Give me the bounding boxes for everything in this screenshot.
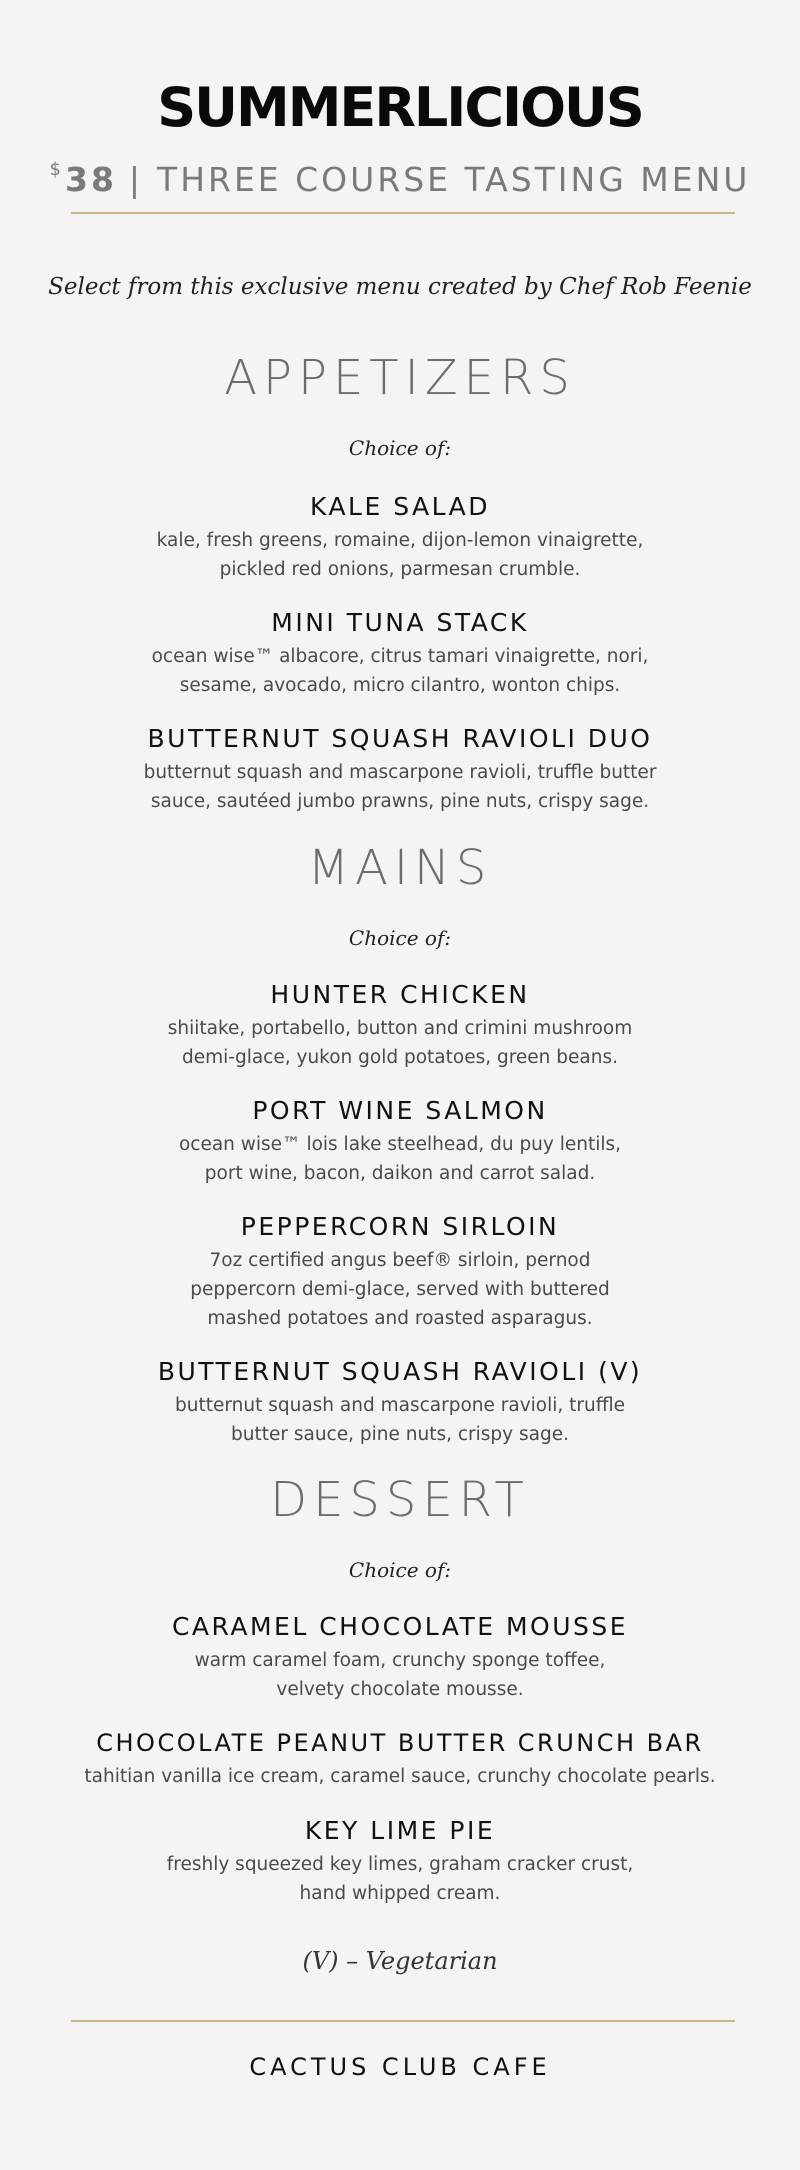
item-description bbox=[0, 758, 800, 816]
item-description-line: ocean wise™ albacore, citrus tamari vinaigrette, nori, bbox=[151, 646, 649, 667]
item-description-line: butternut squash and mascarpone ravioli, truffle bbox=[175, 1395, 625, 1416]
menu-item bbox=[0, 1094, 800, 1188]
item-name: HUNTER CHICKEN bbox=[270, 980, 530, 1009]
menu-item bbox=[0, 978, 800, 1072]
item-description-line: ocean wise™ lois lake steelhead, du puy lentils, bbox=[178, 1134, 622, 1155]
item-name: BUTTERNUT SQUASH RAVIOLI (V) bbox=[157, 1357, 643, 1386]
item-name: KALE SALAD bbox=[309, 492, 491, 521]
item-description-line: sesame, avocado, micro cilantro, wonton chips. bbox=[179, 675, 621, 696]
header-divider bbox=[71, 212, 735, 214]
item-description bbox=[0, 1762, 800, 1791]
item-description-line: 7oz certified angus beef® sirloin, pernod bbox=[209, 1250, 591, 1271]
item-description bbox=[0, 1391, 800, 1449]
menu-item bbox=[0, 1355, 800, 1449]
menu-item bbox=[0, 1814, 800, 1908]
menu-item bbox=[0, 1610, 800, 1704]
item-description-line: velvety chocolate mousse. bbox=[276, 1679, 524, 1700]
item-name: CHOCOLATE PEANUT BUTTER CRUNCH BAR bbox=[96, 1729, 704, 1757]
choice-label-mains: Choice of: bbox=[348, 926, 452, 950]
item-description bbox=[0, 642, 800, 700]
item-name: PEPPERCORN SIRLOIN bbox=[240, 1212, 560, 1241]
item-description-line: butternut squash and mascarpone ravioli, truffle butter bbox=[143, 762, 657, 783]
menu-item bbox=[0, 1726, 800, 1791]
item-description-line: warm caramel foam, crunchy sponge toffee, bbox=[194, 1650, 606, 1671]
item-description-line: freshly squeezed key limes, graham cracker crust, bbox=[166, 1854, 634, 1875]
item-name: CARAMEL CHOCOLATE MOUSSE bbox=[171, 1612, 629, 1641]
price-amount: 38 bbox=[64, 160, 117, 199]
footer-divider bbox=[71, 2020, 735, 2022]
item-description bbox=[0, 1646, 800, 1704]
item-description bbox=[0, 1246, 800, 1333]
item-description-line: mashed potatoes and roasted asparagus. bbox=[207, 1308, 593, 1329]
item-description-line: kale, fresh greens, romaine, dijon-lemon vinaigrette, bbox=[156, 530, 644, 551]
item-description bbox=[0, 1850, 800, 1908]
price-line bbox=[0, 148, 800, 202]
menu-subtitle: THREE COURSE TASTING MENU bbox=[157, 160, 751, 199]
choice-label-dessert: Choice of: bbox=[348, 1558, 452, 1582]
item-name: MINI TUNA STACK bbox=[271, 608, 529, 637]
item-name: PORT WINE SALMON bbox=[252, 1096, 548, 1125]
item-description-line: shiitake, portabello, button and crimini mushroom bbox=[167, 1018, 633, 1039]
item-description-line: demi-glace, yukon gold potatoes, green beans. bbox=[182, 1047, 618, 1068]
section-title-dessert: DESSERT bbox=[270, 1472, 530, 1528]
menu-item bbox=[0, 722, 800, 816]
restaurant-name: CACTUS CLUB CAFE bbox=[249, 2053, 551, 2081]
item-description-line: butter sauce, pine nuts, crispy sage. bbox=[231, 1424, 569, 1445]
item-description-line: hand whipped cream. bbox=[299, 1883, 501, 1904]
item-description-line: sauce, sautéed jumbo prawns, pine nuts, crispy sage. bbox=[150, 791, 650, 812]
item-description bbox=[0, 526, 800, 584]
menu-item bbox=[0, 490, 800, 584]
price-currency: $ bbox=[49, 159, 61, 180]
item-description-line: pickled red onions, parmesan crumble. bbox=[219, 559, 581, 580]
item-description bbox=[0, 1014, 800, 1072]
brand-title: SUMMERLICIOUS bbox=[157, 76, 643, 139]
price-separator: | bbox=[128, 160, 144, 199]
section-title-mains: MAINS bbox=[307, 840, 493, 896]
item-description bbox=[0, 1130, 800, 1188]
menu-item bbox=[0, 606, 800, 700]
choice-label-appetizers: Choice of: bbox=[348, 436, 452, 460]
section-title-appetizers: APPETIZERS bbox=[224, 350, 576, 406]
item-description-line: tahitian vanilla ice cream, caramel sauce, crunchy chocolate pearls. bbox=[84, 1766, 716, 1787]
item-description-line: peppercorn demi-glace, served with buttered bbox=[190, 1279, 610, 1300]
item-name: KEY LIME PIE bbox=[304, 1816, 496, 1845]
tagline: Select from this exclusive menu created by Chef Rob Feenie bbox=[48, 274, 752, 300]
vegetarian-note: (V) – Vegetarian bbox=[302, 1947, 498, 1975]
item-description-line: port wine, bacon, daikon and carrot salad. bbox=[204, 1163, 596, 1184]
menu-item bbox=[0, 1210, 800, 1333]
item-name: BUTTERNUT SQUASH RAVIOLI DUO bbox=[147, 724, 653, 753]
